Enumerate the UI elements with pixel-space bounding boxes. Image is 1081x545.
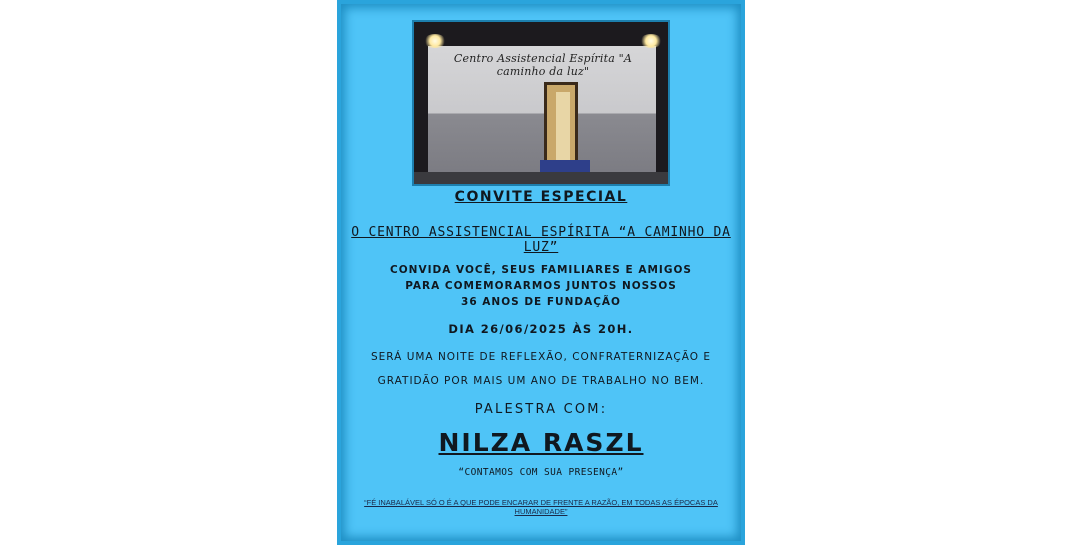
lecture-label: PALESTRA COM: [474,402,608,417]
reflection-line: GRATIDÃO POR MAIS UM ANO DE TRABALHO NO BEM. [377,375,705,387]
center-name: O CENTRO ASSISTENCIAL ESPÍRITA “A CAMINHO DA LUZ” [351,225,731,255]
footer-quote: “FÉ INABALÁVEL SÓ O É A QUE PODE ENCARAR DE FRENTE A RAZÃO, EM TODAS AS ÉPOCAS DA HUMANIDADE” [364,498,718,516]
invitation-heading: CONVITE ESPECIAL [454,189,628,205]
reflection-line: SERÁ UMA NOITE DE REFLEXÃO, CONFRATERNIZAÇÃO E [371,351,711,363]
building-photo [412,20,670,186]
speaker-name: NILZA RASZL [438,428,644,457]
invite-line: 36 ANOS DE FUNDAÇÃO [461,296,621,308]
presence-message: “CONTAMOS COM SUA PRESENÇA” [458,467,624,478]
invite-line: PARA COMEMORARMOS JUNTOS NOSSOS [405,280,677,292]
building-sign-text: Centro Assistencial Espírita "A caminho da luz" [453,52,633,78]
invite-line: CONVIDA VOCÊ, SEUS FAMILIARES E AMIGOS [390,264,692,276]
invitation-poster [337,0,745,545]
event-date: DIA 26/06/2025 ÀS 20H. [448,322,634,336]
